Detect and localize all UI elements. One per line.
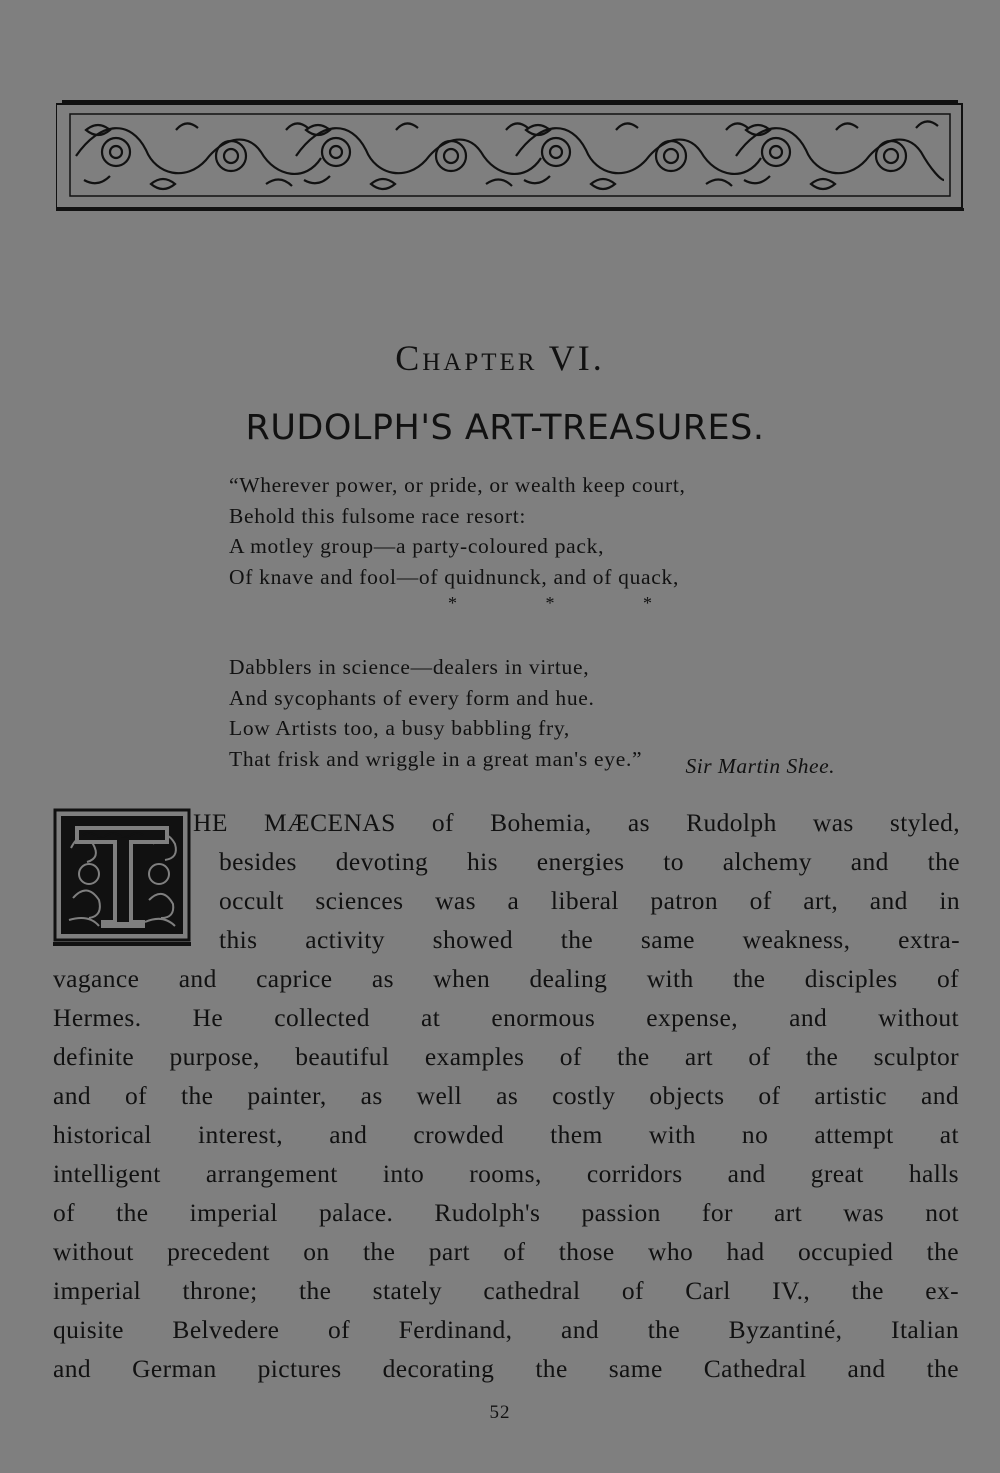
body-line: quisite Belvedere of Ferdinand, and the Byzantiné, Italian xyxy=(53,1315,959,1344)
chapter-heading: Chapter VI. xyxy=(395,338,605,378)
epigraph-line: Dabblers in science—dealers in virtue, xyxy=(229,655,590,679)
epigraph-line: A motley group—a party-coloured pack, xyxy=(229,534,605,558)
ellipsis-stars: * * * xyxy=(448,593,694,613)
epigraph-attribution: Sir Martin Shee. xyxy=(685,754,835,778)
body-line: intelligent arrangement into rooms, corridors and great halls xyxy=(53,1159,959,1188)
body-line: and German pictures decorating the same Cathedral and the xyxy=(53,1354,959,1383)
epigraph-line: “Wherever power, or pride, or wealth keep court, xyxy=(229,473,686,497)
body-line: definite purpose, beautiful examples of the art of the sculptor xyxy=(53,1042,959,1071)
body-line: this activity showed the same weakness, extra- xyxy=(219,925,960,954)
body-line: besides devoting his energies to alchemy and the xyxy=(219,847,960,876)
epigraph-line: Low Artists too, a busy babbling fry, xyxy=(229,716,571,740)
body-line: Hermes. He collected at enormous expense, and without xyxy=(53,1003,959,1032)
decorated-initial-T xyxy=(53,808,191,948)
epigraph-line: And sycophants of every form and hue. xyxy=(229,685,595,710)
epigraph xyxy=(229,470,849,774)
body-line: historical interest, and crowded them with no attempt at xyxy=(53,1120,959,1149)
page-number: 52 xyxy=(489,1402,511,1423)
epigraph-line: Behold this fulsome race resort: xyxy=(229,503,527,528)
epigraph-line: Of knave and fool—of quidnunck, and of quack, xyxy=(229,564,680,589)
epigraph-line: That frisk and wriggle in a great man's eye.” xyxy=(229,746,643,771)
chapter-title: RUDOLPH'S ART-TREASURES. xyxy=(245,408,765,448)
body-line: HE MÆCENAS of Bohemia, as Rudolph was styled, xyxy=(193,808,960,837)
body-line: imperial throne; the stately cathedral of Carl IV., the ex- xyxy=(53,1276,959,1305)
ornamental-header-band xyxy=(56,100,964,212)
body-line: occult sciences was a liberal patron of art, and in xyxy=(219,886,960,915)
body-line: without precedent on the part of those who had occupied the xyxy=(53,1237,959,1266)
body-line: and of the painter, as well as costly objects of artistic and xyxy=(53,1081,959,1110)
body-line: of the imperial palace. Rudolph's passion for art was not xyxy=(53,1198,959,1227)
body-line: vagance and caprice as when dealing with the disciples of xyxy=(53,964,959,993)
